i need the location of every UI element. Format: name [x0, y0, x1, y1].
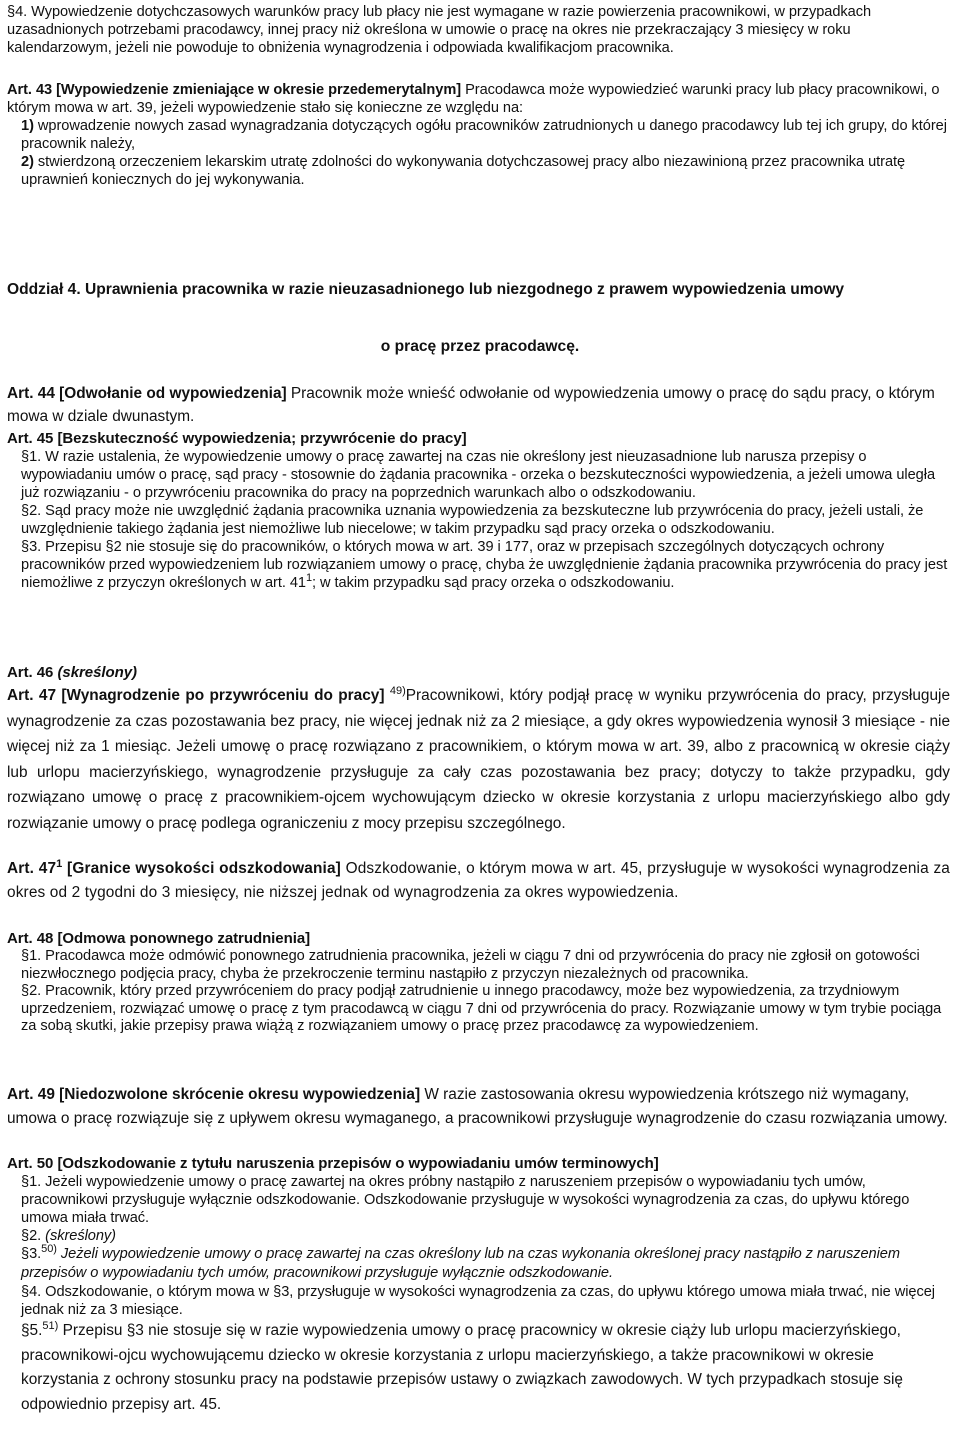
article-50-par-2: §2. (skreślony)	[21, 1228, 116, 1244]
section-title: Oddział 4. Uprawnienia pracownika w razie nieuzasadnionego lub niezgodnego z prawem wypowiedzenia umowy	[7, 281, 845, 298]
footnote-ref: 50)	[41, 1242, 57, 1255]
footnote-ref: 51)	[42, 1319, 59, 1332]
paragraph-4: §4. Wypowiedzenie dotychczasowych warunków pracy lub płacy nie jest wymagane w razie powierzenia pracownikowi, w przypadkach uzasadnionych potrzebami pracodawcy, innej pracy niż określona w umowie o pracę na okres nie przekraczający 3 miesięcy w roku kalendarzowym, jeżeli nie powoduje to obniżenia wynagrodzenia i odpowiada kwalifikacjom pracownika.	[7, 4, 872, 56]
section-title-continued: o pracę przez pracodawcę.	[380, 338, 580, 355]
article-45-par-1: §1. W razie ustalenia, że wypowiedzenie umowy o pracę zawartej na czas nie określony jest nieuzasadnione lub narusza przepisy o wypowiadaniu umów o pracę, sąd pracy - stosownie do żądania pracownika - orzeka o bezskuteczności wypowiedzenia, a jeżeli umowa uległa już rozwiązaniu - o przywróceniu pracownika do pracy na poprzednich warunkach albo o odszkodowaniu.	[21, 449, 936, 501]
article-45	[7, 430, 950, 592]
article-43-point-1: wprowadzenie nowych zasad wynagradzania dotyczących ogółu pracowników zatrudnionych u danego pracodawcy lub tej ich grupy, do której pracownik należy,	[21, 118, 947, 152]
article-50-par-3: §3.$^{50)}$ Jeżeli wypowiedzenie umowy o pracę zawartej na czas określony lub na czas wykonania określonej pracy nastąpiło z naruszeniem przepisów o wypowiadaniu tych umów, pracownikowi przysługuje wyłącznie odszkodowanie.	[21, 1242, 900, 1281]
article-48-heading: Art. 48 [Odmowa ponownego zatrudnienia]	[7, 930, 311, 947]
article-49-heading: Art. 49 [Niedozwolone skrócenie okresu wypowiedzenia]	[7, 1086, 421, 1103]
article-45-par-2: §2. Sąd pracy może nie uwzględnić żądania pracownika uznania wypowiedzenia za bezskuteczne lub przywrócenia do pracy, jeżeli ustali, że uwzględnienie takiego żądania jest niemożliwe lub niecelowe; w takim przypadku sąd pracy orzeka o odszkodowaniu.	[21, 503, 924, 537]
article-47-heading: Art. 47 [Wynagrodzenie po przywróceniu do pracy]	[7, 687, 385, 704]
article-47-1: Art. $47^1$ [Granice wysokości odszkodowania] Odszkodowanie, o którym mowa w art. 45, przysługuje w wysokości wynagrodzenia za okres od 2 tygodni do 3 miesięcy, nie niższej jednak od wynagrodzenia za okres wypowiedzenia.	[7, 857, 950, 901]
article-43-point-1-number: 1)	[21, 118, 34, 134]
article-50	[7, 1155, 950, 1417]
article-49-body: W razie zastosowania okresu wypowiedzenia krótszego niż wymagany, umowa o pracę rozwiązuje się z upływem okresu wymaganego, a pracownikowi przysługuje wynagrodzenie do czasu rozwiązania umowy.	[7, 1086, 948, 1127]
article-45-heading: Art. 45 [Bezskuteczność wypowiedzenia; przywrócenie do pracy]	[7, 430, 467, 447]
article-43-body: Pracodawca może wypowiedzieć warunki pracy lub płacy pracownikowi, o którym mowa w art. 39, jeżeli wypowiedzenie stało się konieczne ze względu na:	[7, 82, 940, 116]
article-48-par-2: §2. Pracownik, który przed przywróceniem do pracy podjął zatrudnienie u innego pracodawcy, może bez wypowiedzenia, za trzydniowym uprzedzeniem, rozwiązać umowę o pracę z tym pracodawcą w ciągu 7 dni od przywrócenia do pracy. Rozwiązanie umowy w tym trybie pociąga za sobą skutki, jakie przepisy prawa wiążą z rozwiązaniem umowy o pracę przez pracodawcę za wypowiedzeniem.	[21, 983, 942, 1034]
article-44	[7, 382, 950, 428]
article-46-heading: Art. 46	[7, 664, 54, 681]
superscript: 1	[305, 571, 313, 584]
article-49	[7, 1083, 950, 1130]
article-50-par-1: §1. Jeżeli wypowiedzenie umowy o pracę zawartej na okres próbny nastąpiło z naruszeniem przepisów o wypowiadaniu tych umów, pracownikowi przysługuje wyłącznie odszkodowanie. Odszkodowanie przysługuje w wysokości wynagrodzenia za czas, do upływu którego umowa miała trwać.	[21, 1174, 910, 1226]
article-43	[7, 81, 950, 189]
article-44-heading: Art. 44 [Odwołanie od wypowiedzenia]	[7, 385, 287, 402]
article-47-body: Pracownikowi, który podjął pracę w wyniku przywrócenia do pracy, przysługuje wynagrodzenie za czas pozostawania bez pracy, nie więcej jednak niż za 2 miesiące, a gdy okres wypowiedzenia wynosił 3 miesiące - nie więcej niż za 1 miesiąc. Jeżeli umowę o pracę rozwiązano z pracownikiem, o którym mowa w art. 39, albo z pracownicą w okresie ciąży lub urlopu macierzyńskiego, wynagrodzenie przysługuje za cały czas pozostawania bez pracy; dotyczy to także przypadku, gdy rozwiązano umowę o pracę z pracownikiem-ojcem wychowującym dziecko w okresie korzystania z urlopu macierzyńskiego albo gdy rozwiązanie umowy o pracę podlega ograniczeniu z mocy przepisu szczególnego.	[7, 687, 950, 832]
article-48	[7, 930, 950, 1036]
article-50-par-4: §4. Odszkodowanie, o którym mowa w §3, przysługuje w wysokości wynagrodzenia za czas, do upływu którego umowa miała trwać, nie więcej jednak niż za 3 miesiące.	[21, 1284, 935, 1318]
article-47-1-body: Odszkodowanie, o którym mowa w art. 45, przysługuje w wysokości wynagrodzenia za okres od 2 tygodni do 3 miesięcy, nie niższej jednak od wynagrodzenia za okres wypowiedzenia.	[7, 860, 950, 901]
footnote-ref: 49)	[389, 684, 406, 697]
article-50-heading: Art. 50 [Odszkodowanie z tytułu naruszenia przepisów o wypowiadaniu umów terminowych]	[7, 1155, 659, 1172]
article-43-point-2-number: 2)	[21, 154, 34, 170]
article-43-heading: Art. 43 [Wypowiedzenie zmieniające w okresie przedemerytalnym]	[7, 82, 462, 98]
article-46	[7, 664, 137, 682]
article-45-par-3: §3. Przepisu §2 nie stosuje się do pracowników, o których mowa w art. 39 i 177, oraz w przepisach szczególnych dotyczących ochrony pracowników przed wypowiedzeniem lub rozwiązaniem umowy o pracę, chyba że uwzględnienie żądania pracownika przywrócenia do pracy jest niemożliwe z przyczyn określonych w art. $41^1$; w takim przypadku sąd pracy orzeka o odszkodowaniu.	[21, 539, 948, 591]
article-43-point-2: stwierdzoną orzeczeniem lekarskim utratę zdolności do wykonywania dotychczasowej pracy albo niezawinioną przez pracownika utratę uprawnień koniecznych do jej wykonywania.	[21, 154, 906, 188]
superscript: 1	[56, 857, 63, 870]
article-47	[7, 683, 950, 836]
article-46-note: (skreślony)	[57, 664, 137, 681]
article-44-body: Pracownik może wnieść odwołanie od wypowiedzenia umowy o pracę do sądu pracy, o którym mowa w dziale dwunastym.	[7, 385, 935, 425]
article-47-1-heading: Art. 47	[7, 860, 57, 877]
article-50-par-5: §5.$^{51)}$ Przepisu §3 nie stosuje się w razie wypowiedzenia umowy o pracę pracownicy w okresie ciąży lub urlopu macierzyńskiego, pracownikowi-ojcu wychowującemu dziecko w okresie korzystania z urlopu macierzyńskiego, a także pracownikowi w okresie korzystania z ochrony stosunku pracy na podstawie przepisów ustawy o związkach zawodowych. W tych przypadkach stosuje się odpowiednio przepisy art. 45.	[21, 1319, 903, 1413]
article-48-par-1: §1. Pracodawca może odmówić ponownego zatrudnienia pracownika, jeżeli w ciągu 7 dni od przywrócenia do pracy nie zgłosił on gotowości niezwłocznego podjęcia pracy, chyba że przekroczenie terminu nastąpiło z przyczyn niezależnych od pracownika.	[21, 948, 920, 982]
